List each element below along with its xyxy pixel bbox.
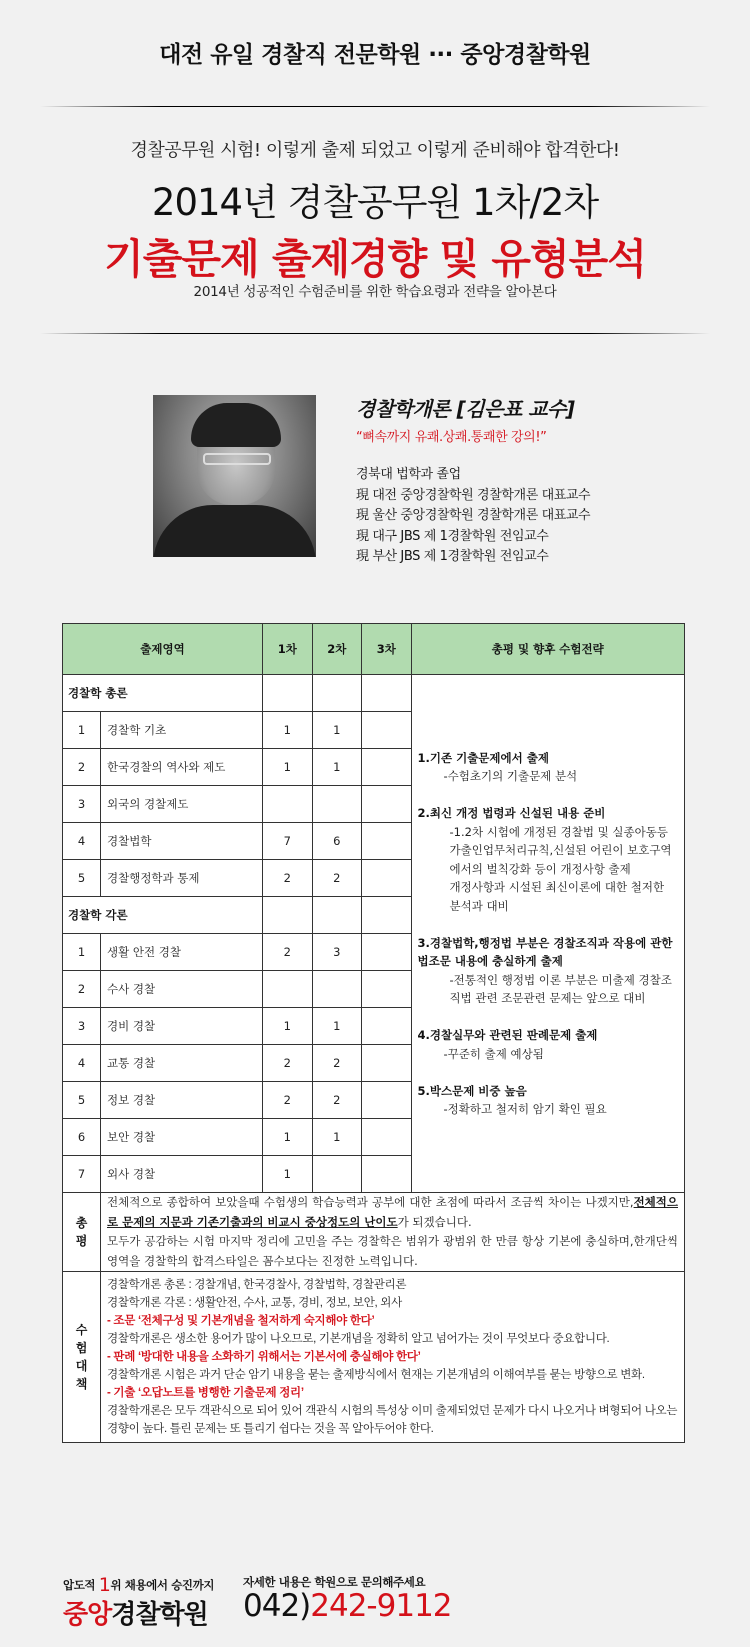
strategy-item: 3.경찰법학,행정법 부분은 경찰조직과 작용에 관한 법조문 내용에 충실하게 출제 -전통적인 행정법 이론 부분은 미출제 경찰조직법 관련 조문관련 문제는 앞으로 대비 [417,935,673,1005]
table-row: 3 외국의 경찰제도 [63,786,685,823]
plan-text: 경찰학개론 총론 : 경찰개념, 한국경찰사, 경찰법학, 경찰관리론 경찰학개론 각론 : 생활안전, 수사, 교통, 경비, 정보, 보안, 외사 - 조문 ‘전체구성 및 기본개념을 철저하게 숙지해야 한다’ 경찰학개론은 생소한 용어가 많이 나오므로, 기본개념을 정확히 알고 넘어가는 것이 무엇보다 중요합니다. - 판례 ‘방대한 내용을 소화하기 위해서는 기본서에 충실해야 한다’ 경찰학개론 시험은 과거 단순 암기 내용을 묻는 출제방식에서 현재는 기본개념의 이해여부를 묻는 방향으로 변화. - 기출 ‘오답노트를 병행한 기출문제 정리’ 경찰학개론은 모두 객관식으로 되어 있어 객관식 시험의 특성상 이미 출제되었던 문제가 다시 나오거나 벼형되어 나오는 경향이 높다. 틀린 문제는 또 틀리기 쉽다는 것을 꼭 알아두어야 한다. [101,1272,685,1443]
strategy-item: 1.기존 기출문제에서 출제 -수험초기의 기출문제 분석 [417,750,578,783]
category-row [63,675,685,712]
table-row: 7 외사 경찰 1 [63,1156,685,1193]
credential-item: 現 대전 중앙경찰학원 경찰학개론 대표교수 [356,487,591,503]
professor-credentials [356,465,590,568]
table-row: 1 생활 안전 경찰 2 3 [63,934,685,971]
credential-item: 경북대 법학과 졸업 [356,467,461,482]
credential-item: 現 부산 JBS 제 1경찰학원 전임교수 [356,549,549,564]
table-row: 6 보안 경찰 1 1 [63,1119,685,1156]
hero-title: 2014년 경찰공무원 1차/2차 [151,181,599,224]
header-round1: 1차 [263,624,313,675]
credential-item: 現 대구 JBS 제 1경찰학원 전임교수 [356,528,549,544]
photo-glasses-shape [203,453,271,465]
table-row: 4 교통 경찰 2 2 [63,1045,685,1082]
academy-tagline: 대전 유일 경찰직 전문학원 ··· 중앙경찰학원 [159,42,591,68]
photo-body-shape [153,505,316,557]
summary-text: 전체적으로 종합하여 보았을때 수험생의 학습능력과 공부에 대한 초점에 따라서 조금씩 차이는 나겠지만,전체적으로 문제의 지문과 기존기출과의 비교시 중상정도의 난이도가 되겠습니다. 모두가 공감하는 시험 마지막 정리에 고민을 주는 경찰학은 범위가 광범위 한 만큼 항상 기본에 충실하며,한개단씩 영역을 경찰학의 합격스타일은 꼼수보다는 진정한 노력입니다. [101,1193,685,1272]
hero-subtitle: 경찰공무원 시험! 이렇게 출제 되었고 이렇게 준비해야 합격한다! [130,140,620,161]
professor-info [356,393,590,568]
table-row: 5 경찰행정학과 통제 2 2 [63,860,685,897]
footer-brand-logo: 중앙경찰학원 [63,1600,208,1630]
plan-label: 수 험 대 책 [63,1272,101,1443]
header-round2: 2차 [312,624,362,675]
header-round3: 3차 [362,624,412,675]
table-row: 5 정보 경찰 2 2 [63,1082,685,1119]
professor-photo [153,395,316,557]
category-label: 경찰학 총론 [63,675,263,712]
strategy-item: 2.최신 개정 법령과 신설된 내용 준비 -1.2차 시험에 개정된 경찰법 및 실종아동등가출인업무처리규칙,신설된 어린이 보호구역에서의 벌칙강화 등이 개정사항 출제 개정사항과 시설된 최신이론에 대한 철저한 분석과 대비 [417,806,672,913]
summary-row [63,1193,685,1272]
footer-contact-block [243,1574,452,1624]
table-row: 1 경찰학 기초 1 1 [63,712,685,749]
footer-inquiry: 자세한 내용은 학원으로 문의해주세요 [243,1575,426,1589]
professor-title: 경찰학개론 [김은표 교수] [356,397,575,421]
strategy-item: 5.박스문제 비중 높음 -정확하고 철저히 암기 확인 필요 [417,1083,607,1116]
hero-description: 2014년 성공적인 수험준비를 위한 학습요령과 전략을 알아본다 [193,284,557,300]
divider [40,333,710,334]
summary-label: 총 평 [63,1193,101,1272]
photo-hair-shape [191,403,281,447]
credential-item: 現 울산 중앙경찰학원 경찰학개론 대표교수 [356,508,591,523]
plan-row [63,1272,685,1443]
table-row: 2 수사 경찰 [63,971,685,1008]
table-row: 4 경찰법학 7 6 [63,823,685,860]
table-header-row [63,624,685,675]
strategy-item: 4.경찰실무와 관련된 판례문제 출제 -꾸준히 출제 예상됨 [417,1028,598,1061]
divider [40,106,710,107]
footer-brand-block [63,1574,214,1631]
strategy-cell [411,675,685,1193]
table-row: 2 한국경찰의 역사와 제도 1 1 [63,749,685,786]
header-strategy: 총평 및 향후 수험전략 [411,624,685,675]
footer-slogan: 압도적 1위 채용에서 승진까지 [63,1574,215,1596]
exam-analysis-table [62,623,685,1443]
header-area: 출제영역 [63,624,263,675]
hero-title-red: 기출문제 출제경향 및 유형분석 [104,235,646,283]
professor-quote: “뼈속까지 유쾌.상쾌.통쾌한 강의!” [356,430,547,445]
table-row: 3 경비 경찰 1 1 [63,1008,685,1045]
footer-phone[interactable]: 042)242-9112 [243,1588,452,1624]
category-label: 경찰학 각론 [63,897,263,934]
